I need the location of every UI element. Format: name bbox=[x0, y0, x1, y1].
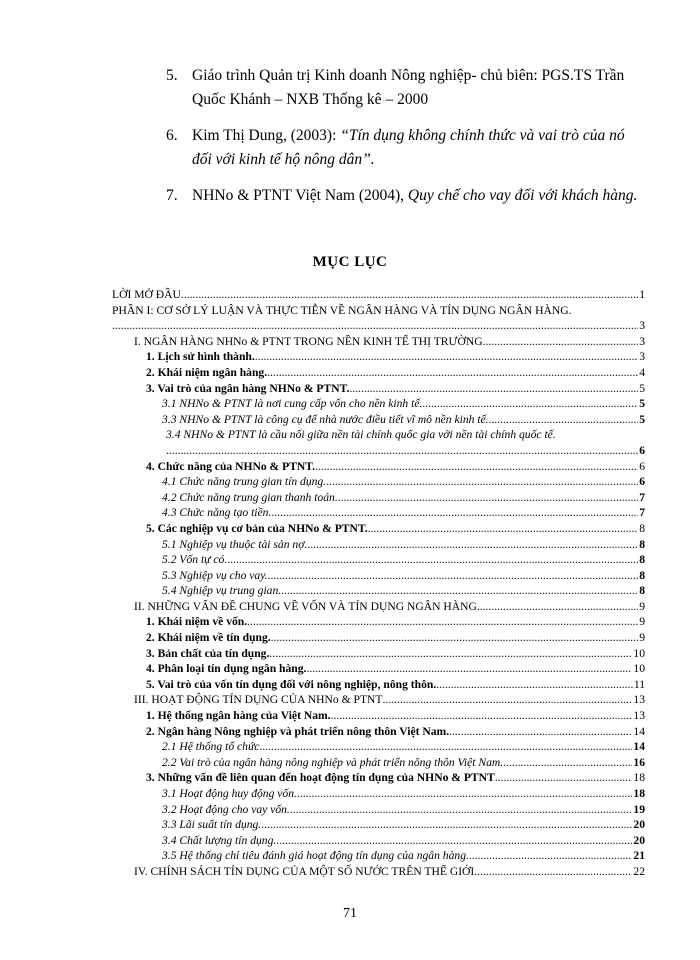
toc-dot-leader bbox=[271, 630, 639, 646]
toc-entry-page: 4 bbox=[639, 365, 645, 379]
toc-entry[interactable] bbox=[112, 692, 645, 708]
toc-entry[interactable] bbox=[112, 552, 645, 568]
toc-entry-page: 9 bbox=[639, 631, 645, 645]
toc-entry-label: IV. CHÍNH SÁCH TÍN DỤNG CỦA MỘT SỐ NƯỚC TRÊN THẾ GIỚI. bbox=[134, 864, 478, 878]
toc-entry-label: 1. Lịch sử hình thành. bbox=[146, 350, 255, 364]
toc-entry-page: 13 bbox=[633, 693, 645, 707]
toc-entry-page: 3 bbox=[639, 350, 645, 364]
toc-dot-leader bbox=[255, 349, 638, 365]
toc-entry[interactable] bbox=[112, 334, 645, 350]
toc-entry[interactable] bbox=[112, 677, 645, 693]
toc-entry[interactable] bbox=[112, 848, 645, 864]
toc-entry-page: 18 bbox=[633, 771, 645, 785]
toc-entry-label: 3.4 NHNo & PTNT là cầu nối giữa nền tài chính quốc gia với nền tài chính quốc tế. bbox=[166, 428, 556, 442]
toc-entry-label: PHẦN I: CƠ SỞ LÝ LUẬN VÀ THỰC TIỄN VỀ NGÂN HÀNG VÀ TÍN DỤNG NGÂN HÀNG. bbox=[112, 303, 572, 317]
toc-entry-page: 8 bbox=[639, 568, 645, 582]
reference-text-plain: Giáo trình Quản trị Kinh doanh Nông nghiệp- chủ biên: PGS.TS Trần Quốc Khánh – NXB Thống kê – 2000 bbox=[192, 67, 625, 109]
toc-entry[interactable] bbox=[112, 459, 645, 475]
toc-entry[interactable] bbox=[112, 724, 645, 740]
toc-dot-leader bbox=[338, 490, 638, 506]
toc-entry-label: 5.4 Nghiệp vụ trung gian. bbox=[162, 584, 282, 598]
toc-entry[interactable] bbox=[112, 833, 645, 849]
toc-dot-leader bbox=[315, 459, 638, 475]
toc-entry-page: 7 bbox=[639, 506, 645, 520]
reference-text bbox=[192, 184, 646, 208]
toc-dot-leader bbox=[349, 381, 638, 397]
toc-entry-page: 21 bbox=[633, 849, 645, 863]
toc-entry-label: 3.1 NHNo & PTNT là nơi cung cấp vốn cho nền kinh tế. bbox=[162, 397, 423, 411]
toc-entry[interactable] bbox=[112, 537, 645, 553]
reference-text bbox=[192, 64, 646, 112]
toc-entry-page: 14 bbox=[633, 724, 645, 738]
toc-entry-label: 5.2 Vốn tự có. bbox=[162, 553, 228, 567]
toc-entry[interactable] bbox=[112, 474, 645, 490]
reference-item bbox=[166, 184, 646, 208]
toc-entry-page: 5 bbox=[639, 397, 645, 411]
toc-dot-leader bbox=[290, 802, 633, 818]
toc-dot-leader bbox=[267, 365, 638, 381]
toc-entry-page: 8 bbox=[639, 537, 645, 551]
toc-entry[interactable] bbox=[112, 646, 645, 662]
toc-entry-page: 8 bbox=[639, 521, 645, 535]
toc-dot-leader bbox=[422, 396, 638, 412]
reference-item bbox=[166, 124, 646, 172]
toc-entry-label: 3. Những vấn đề liên quan đến hoạt động tín dụng của NHNo & PTNT bbox=[146, 771, 495, 785]
reference-item bbox=[166, 64, 646, 112]
toc-entry-label: I. NGÂN HÀNG NHNo & PTNT TRONG NỀN KINH TẾ THỊ TRƯỜNG bbox=[134, 334, 483, 348]
reference-list bbox=[166, 64, 646, 220]
toc-entry-page: 9 bbox=[639, 615, 645, 629]
toc-entry-page: 5 bbox=[639, 381, 645, 395]
toc-dot-leader bbox=[449, 724, 632, 740]
toc-entry-page: 19 bbox=[633, 802, 645, 816]
toc-dot-leader bbox=[268, 568, 639, 584]
toc-entry-label: 4.3 Chức năng tạo tiền. bbox=[162, 506, 272, 520]
toc-entry[interactable] bbox=[112, 381, 645, 397]
toc-entry-page: 13 bbox=[633, 709, 645, 723]
reference-text bbox=[192, 124, 646, 172]
toc-entry-label: 2. Khái niệm ngân hàng. bbox=[146, 365, 268, 379]
toc-entry-label: 4.1 Chức năng trung gian tín dụng. bbox=[162, 475, 327, 489]
toc-entry[interactable] bbox=[112, 349, 645, 365]
toc-entry[interactable] bbox=[112, 427, 645, 458]
reference-number: 5. bbox=[166, 67, 178, 84]
toc-entry[interactable] bbox=[112, 770, 645, 786]
table-of-contents bbox=[112, 287, 645, 880]
toc-entry-label: 5.3 Nghiệp vụ cho vay. bbox=[162, 568, 268, 582]
toc-entry-label: 1. Hệ thống ngân hàng của Việt Nam. bbox=[146, 709, 331, 723]
toc-entry-label: 5.1 Nghiệp vụ thuộc tài sản nợ. bbox=[162, 537, 308, 551]
toc-entry[interactable] bbox=[112, 630, 645, 646]
toc-entry-page: 8 bbox=[639, 553, 645, 567]
toc-entry-page: 10 bbox=[633, 662, 645, 676]
toc-entry-page: 22 bbox=[633, 864, 645, 878]
toc-entry-page: 7 bbox=[639, 490, 645, 504]
toc-dot-leader bbox=[276, 833, 632, 849]
toc-dot-leader bbox=[383, 692, 633, 708]
toc-dot-leader bbox=[181, 287, 638, 303]
toc-entry[interactable] bbox=[112, 817, 645, 833]
toc-entry-page: 14 bbox=[633, 740, 645, 754]
toc-entry-label: 3.2 Hoạt động cho vay vốn. bbox=[162, 802, 290, 816]
toc-entry[interactable] bbox=[112, 505, 645, 521]
toc-entry[interactable] bbox=[112, 599, 645, 615]
toc-dot-leader bbox=[281, 583, 638, 599]
toc-dot-leader bbox=[307, 537, 638, 553]
toc-entry-page: 5 bbox=[639, 412, 645, 426]
toc-entry-label: 3.3 Lãi suất tín dụng. bbox=[162, 818, 262, 832]
toc-dot-leader bbox=[489, 412, 639, 428]
toc-entry[interactable] bbox=[112, 568, 645, 584]
toc-entry[interactable] bbox=[112, 583, 645, 599]
toc-entry-page: 6 bbox=[639, 443, 645, 457]
toc-entry[interactable] bbox=[112, 739, 645, 755]
toc-entry-label: 4.2 Chức năng trung gian thanh toán. bbox=[162, 490, 338, 504]
toc-dot-leader bbox=[261, 817, 632, 833]
toc-title: MỤC LỤC bbox=[312, 254, 388, 270]
toc-entry-label: 3.5 Hệ thống chỉ tiêu đánh giá hoạt động tín dụng của ngân hàng. bbox=[162, 849, 469, 863]
toc-dot-leader bbox=[331, 708, 633, 724]
toc-dot-leader bbox=[247, 614, 638, 630]
toc-entry-tail bbox=[112, 318, 645, 334]
toc-entry-page: 20 bbox=[633, 818, 645, 832]
toc-dot-leader bbox=[269, 646, 632, 662]
toc-dot-leader bbox=[477, 864, 632, 880]
toc-entry-label: II. NHỮNG VẤN ĐỀ CHUNG VỀ VỐN VÀ TÍN DỤNG NGÂN HÀNG bbox=[134, 599, 477, 613]
toc-entry-label: 4. Chức năng của NHNo & PTNT. bbox=[146, 459, 316, 473]
reference-text-italic: “Tín dụng không chính thức và vai trò của nó đối với kinh tế hộ nông dân”. bbox=[192, 127, 625, 169]
reference-number: 7. bbox=[166, 187, 178, 205]
toc-entry-page: 3 bbox=[639, 319, 645, 333]
toc-entry[interactable] bbox=[112, 802, 645, 818]
toc-entry-label: 2.2 Vai trò của ngân hàng nông nghiệp và phát triển nông thôn Việt Nam. bbox=[162, 755, 504, 769]
toc-entry-page: 6 bbox=[639, 459, 645, 473]
toc-dot-leader bbox=[297, 786, 632, 802]
toc-entry[interactable] bbox=[112, 708, 645, 724]
toc-dot-leader bbox=[368, 521, 639, 537]
toc-entry-page: 9 bbox=[639, 599, 645, 613]
toc-entry-label: 1. Khái niệm về vốn. bbox=[146, 615, 248, 629]
toc-dot-leader bbox=[259, 739, 632, 755]
toc-dot-leader bbox=[495, 770, 633, 786]
toc-entry-label: 3.4 Chất lượng tín dụng. bbox=[162, 833, 277, 847]
toc-entry-label: 3.1 Hoạt động huy động vốn. bbox=[162, 787, 297, 800]
toc-entry-page: 8 bbox=[639, 584, 645, 598]
toc-entry[interactable] bbox=[112, 490, 645, 506]
toc-entry-label: III. HOẠT ĐỘNG TÍN DỤNG CỦA NHNo & PTNT bbox=[134, 693, 383, 707]
toc-dot-leader bbox=[469, 848, 633, 864]
toc-entry[interactable] bbox=[112, 287, 645, 303]
reference-text-plain: NHNo & PTNT Việt Nam (2004), bbox=[192, 187, 408, 205]
toc-entry[interactable] bbox=[112, 521, 645, 537]
toc-entry-page: 1 bbox=[639, 288, 645, 301]
toc-entry-tail bbox=[166, 443, 645, 459]
toc-entry-page: 3 bbox=[639, 334, 645, 348]
toc-entry-label: 5. Các nghiệp vụ cơ bản của NHNo & PTNT. bbox=[146, 521, 368, 535]
toc-entry[interactable] bbox=[112, 396, 645, 412]
toc-entry-label: 3.3 NHNo & PTNT là công cụ để nhà nước điều tiết vĩ mô nền kinh tế. bbox=[162, 412, 489, 426]
toc-dot-leader bbox=[306, 661, 632, 677]
toc-dot-leader bbox=[227, 552, 638, 568]
toc-entry-label: 2. Ngân hàng Nông nghiệp và phát triển nông thôn Việt Nam. bbox=[146, 724, 450, 738]
reference-text-plain: Kim Thị Dung, (2003): bbox=[192, 127, 341, 145]
page-number: 71 bbox=[343, 906, 357, 921]
toc-dot-leader bbox=[271, 505, 638, 521]
toc-entry-label: 5. Vai trò của vốn tín dụng đối với nông nghiệp, nông thôn. bbox=[146, 677, 437, 691]
toc-entry-label: 2.1 Hệ thống tổ chức bbox=[162, 740, 260, 754]
toc-entry[interactable] bbox=[112, 303, 645, 334]
toc-entry-page: 18 bbox=[633, 787, 645, 800]
toc-entry-label: 4. Phân loại tín dụng ngân hàng. bbox=[146, 662, 307, 676]
toc-dot-leader bbox=[477, 599, 638, 615]
toc-entry[interactable] bbox=[112, 365, 645, 381]
toc-dot-leader bbox=[166, 443, 638, 459]
toc-dot-leader bbox=[112, 318, 638, 334]
toc-entry-label: 3. Bản chất của tín dụng. bbox=[146, 646, 270, 660]
toc-entry[interactable] bbox=[112, 755, 645, 771]
toc-entry-page: 6 bbox=[639, 475, 645, 489]
toc-dot-leader bbox=[483, 334, 639, 350]
toc-entry-page: 20 bbox=[633, 833, 645, 847]
toc-entry-label: 2. Khái niệm về tín dụng. bbox=[146, 631, 271, 645]
reference-number: 6. bbox=[166, 127, 178, 145]
reference-text-italic: Quy chế cho vay đối với khách hàng. bbox=[407, 187, 638, 205]
toc-entry-label: LỜI MỞ ĐẦU bbox=[112, 288, 181, 301]
toc-entry-page: 10 bbox=[633, 646, 645, 660]
toc-entry[interactable] bbox=[112, 786, 645, 802]
toc-dot-leader bbox=[503, 755, 632, 771]
toc-dot-leader bbox=[326, 474, 638, 490]
toc-entry-page: 11 bbox=[633, 677, 645, 691]
toc-dot-leader bbox=[436, 677, 633, 693]
toc-entry-label: 3. Vai trò của ngân hàng NHNo & PTNT. bbox=[146, 381, 350, 395]
toc-entry-page: 16 bbox=[633, 755, 645, 769]
toc-entry[interactable] bbox=[112, 614, 645, 630]
toc-entry[interactable] bbox=[112, 412, 645, 428]
toc-entry[interactable] bbox=[112, 864, 645, 880]
toc-entry[interactable] bbox=[112, 661, 645, 677]
